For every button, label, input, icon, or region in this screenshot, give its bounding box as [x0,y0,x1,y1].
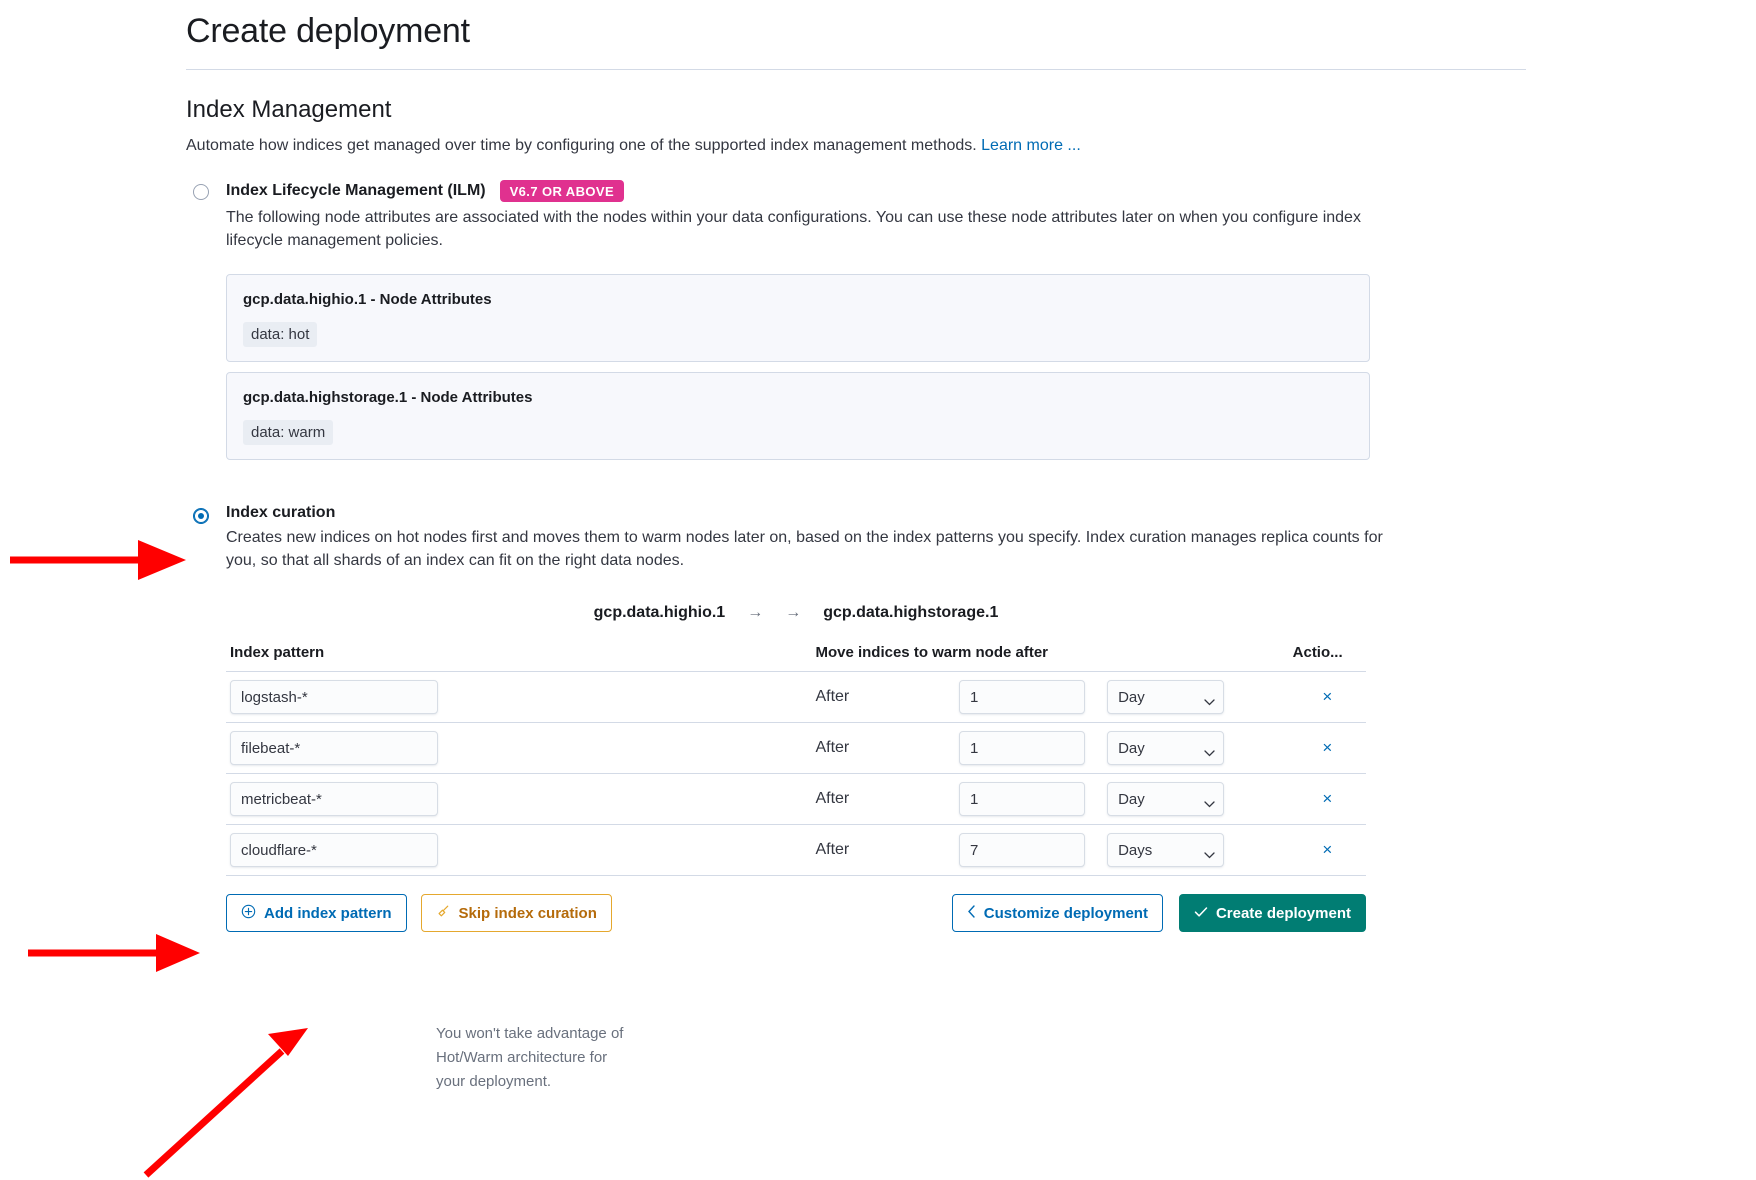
option-index-curation[interactable] [186,504,1526,572]
flow-node-hot: gcp.data.highio.1 [593,604,726,621]
radio-index-curation[interactable] [193,508,209,524]
cell-action [1289,774,1366,825]
option-ilm[interactable] [186,180,1526,460]
customize-deployment-button[interactable] [952,894,1163,932]
cell-pattern [226,672,811,723]
flow-node-warm: gcp.data.highstorage.1 [823,604,999,621]
cell-after-label [811,672,955,723]
header-move-after: Move indices to warm node after [811,644,1288,672]
plus-circle-icon [241,904,256,923]
header-actions: Actio... [1289,644,1366,672]
section-description [186,134,1526,158]
annotation-arrow-index-curation [10,540,186,580]
after-label: After [815,739,850,756]
index-pattern-input[interactable] [230,731,438,765]
check-icon [1194,905,1208,922]
time-unit-select[interactable] [1107,782,1224,816]
move-after-amount-input[interactable] [959,680,1085,714]
learn-more-link[interactable]: Learn more ... [981,137,1081,154]
table-header-row [226,644,1366,672]
radio-ilm[interactable] [193,184,209,200]
index-pattern-input[interactable] [230,833,438,867]
node-attributes-panel [226,372,1370,460]
cell-unit [1103,825,1289,876]
action-button-row [226,894,1366,932]
broom-icon [436,904,451,923]
index-pattern-table [226,644,1366,876]
section-title: Index Management [186,96,392,123]
after-label: After [815,688,850,705]
node-attribute-pill: data: hot [243,322,317,347]
move-after-amount-input[interactable] [959,833,1085,867]
table-row [226,672,1366,723]
add-index-pattern-label: Add index pattern [264,904,392,922]
remove-pattern-button[interactable]: × [1316,788,1338,810]
cell-amount [955,774,1103,825]
index-pattern-input[interactable] [230,782,438,816]
node-attribute-pill: data: warm [243,420,333,445]
node-attributes-panel [226,274,1370,362]
page-title: Create deployment [186,12,470,50]
create-deployment-button[interactable] [1179,894,1366,932]
cell-pattern [226,825,811,876]
flow-arrow-icon: → [747,604,764,621]
cell-amount [955,723,1103,774]
option-ilm-label: Index Lifecycle Management (ILM) [226,182,486,199]
cell-after-label [811,774,955,825]
index-pattern-input[interactable] [230,680,438,714]
cell-action [1289,723,1366,774]
cell-pattern [226,723,811,774]
cell-action [1289,825,1366,876]
cell-amount [955,825,1103,876]
unit-select-wrapper [1107,833,1224,867]
add-index-pattern-button[interactable] [226,894,407,932]
table-row [226,723,1366,774]
chevron-left-icon [967,905,976,922]
move-after-amount-input[interactable] [959,782,1085,816]
cell-after-label [811,723,955,774]
cell-unit [1103,723,1289,774]
annotation-arrow-cloudflare-row [28,934,200,972]
section-description-text: Automate how indices get managed over time by configuring one of the supported index management methods. [186,137,977,154]
unit-select-wrapper [1107,782,1224,816]
skip-curation-note: You won't take advantage of Hot/Warm architecture for your deployment. [436,1025,624,1090]
after-label: After [815,841,850,858]
table-row [226,825,1366,876]
annotation-arrow-add-index-pattern [146,1028,308,1175]
cell-action [1289,672,1366,723]
option-ilm-description: The following node attributes are associated with the nodes within your data configurations. You can use these node attributes later on when you configure index lifecycle management policies. [226,209,1361,249]
table-row [226,774,1366,825]
time-unit-select[interactable] [1107,833,1224,867]
cell-unit [1103,774,1289,825]
remove-pattern-button[interactable]: × [1316,737,1338,759]
remove-pattern-button[interactable]: × [1316,686,1338,708]
remove-pattern-button[interactable]: × [1316,839,1338,861]
customize-deployment-label: Customize deployment [983,904,1148,922]
time-unit-select[interactable] [1107,731,1224,765]
skip-index-curation-button[interactable] [421,894,612,932]
option-curation-head [226,504,1526,522]
option-ilm-head [226,180,1526,202]
create-deployment-label: Create deployment [1215,904,1351,922]
version-badge: V6.7 OR ABOVE [500,180,624,202]
page-content [186,0,1526,932]
header-index-pattern: Index pattern [226,644,811,672]
cell-after-label [811,825,955,876]
option-curation-label: Index curation [226,504,336,521]
hot-warm-flow [186,604,1526,622]
title-divider [186,69,1526,70]
option-curation-description: Creates new indices on hot nodes first and moves them to warm nodes later on, based on the index patterns you specify. Index curation manages replica counts for you, so that all shards of an index can fit on the right data nodes. [226,529,1383,569]
cell-unit [1103,672,1289,723]
flow-arrow-icon: → [785,604,802,621]
skip-index-curation-label: Skip index curation [458,904,597,922]
node-attribute-panels [226,274,1526,460]
cell-pattern [226,774,811,825]
unit-select-wrapper [1107,731,1224,765]
time-unit-select[interactable] [1107,680,1224,714]
panel-title: gcp.data.highio.1 - Node Attributes [243,291,492,308]
panel-title: gcp.data.highstorage.1 - Node Attributes [243,389,533,406]
after-label: After [815,790,850,807]
unit-select-wrapper [1107,680,1224,714]
move-after-amount-input[interactable] [959,731,1085,765]
cell-amount [955,672,1103,723]
